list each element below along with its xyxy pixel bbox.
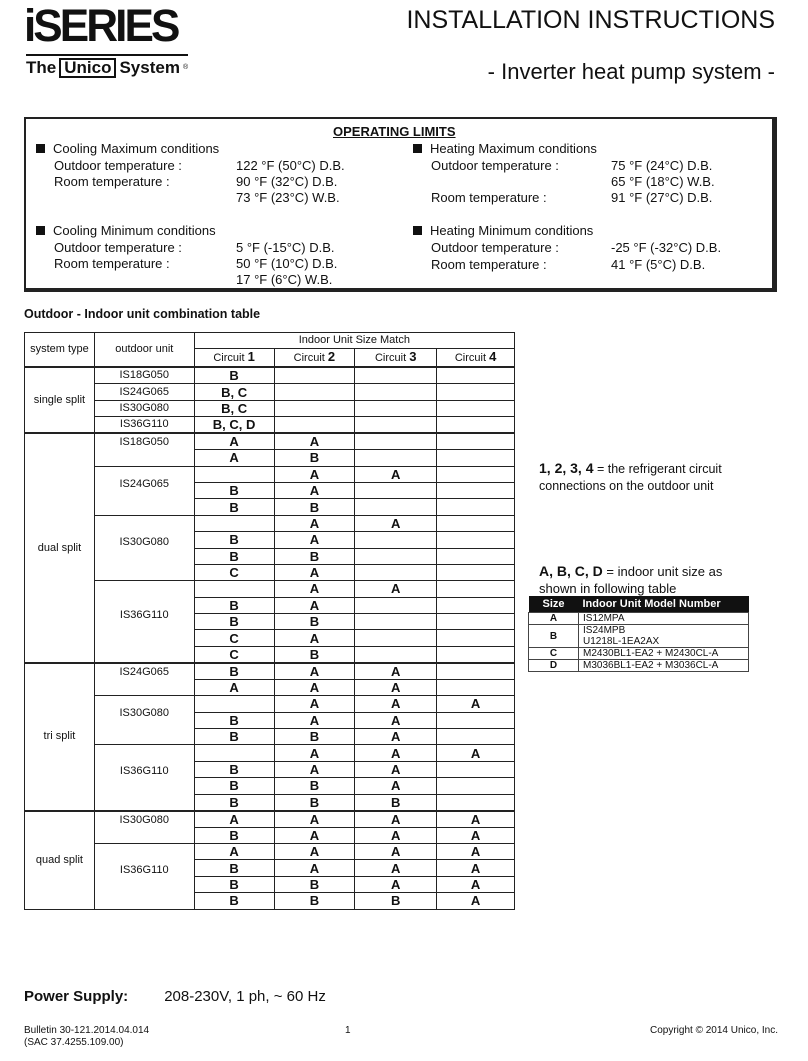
circuit-2-cell: A	[274, 466, 355, 482]
circuit-1-cell	[194, 696, 274, 712]
power-supply	[24, 988, 326, 1005]
size-col-header: Size	[529, 596, 579, 613]
circuit-1-header: Circuit 1	[194, 349, 274, 368]
circuit-2-cell: A	[274, 811, 355, 828]
circuit-3-cell	[355, 597, 437, 613]
circuit-1-cell: C	[194, 630, 274, 646]
circuit-3-cell	[355, 499, 437, 515]
circuit-4-cell	[437, 532, 515, 548]
outdoor-unit-cell: IS30G080	[94, 811, 194, 844]
company-unico: Unico	[59, 58, 116, 78]
circuit-1-cell: C	[194, 646, 274, 663]
combo-table	[24, 332, 515, 910]
size-row	[529, 613, 749, 625]
outdoor-unit-cell: IS18G050	[94, 433, 194, 466]
circuit-2-cell: A	[274, 532, 355, 548]
circuit-3-cell	[355, 450, 437, 466]
circuit-2-cell: A	[274, 860, 355, 876]
circuit-4-cell	[437, 515, 515, 531]
table-row	[25, 745, 515, 761]
heating-max-room-label: Room temperature :	[431, 190, 547, 205]
circuit-3-cell	[355, 548, 437, 564]
outdoor-unit-cell: IS30G080	[94, 696, 194, 745]
cooling-max-room-label: Room temperature :	[54, 174, 170, 189]
circuit-1-cell: B	[194, 548, 274, 564]
outdoor-unit-cell: IS36G110	[94, 581, 194, 663]
circuit-4-cell: A	[437, 893, 515, 909]
circuit-3-cell: A	[355, 745, 437, 761]
circuit-3-cell	[355, 417, 437, 434]
outdoor-unit-cell: IS36G110	[94, 843, 194, 909]
power-value: 208-230V, 1 ph, ~ 60 Hz	[164, 988, 326, 1005]
outdoor-unit-cell: IS24G065	[94, 384, 194, 400]
bullet-icon	[36, 226, 45, 235]
circuit-4-cell	[437, 499, 515, 515]
circuit-legend: 1, 2, 3, 4 = the refrigerant circuit connections on the outdoor unit	[539, 460, 722, 493]
size-legend: A, B, C, D = indoor unit size as shown in following table	[539, 563, 723, 596]
bulletin-number: Bulletin 30-121.2014.04.014 (SAC 37.4255.109.00)	[24, 1025, 150, 1048]
circuit-4-cell: A	[437, 745, 515, 761]
circuit-3-cell: A	[355, 778, 437, 794]
brand-logo: iSERIES	[24, 0, 178, 51]
heating-min-outdoor-value: -25 °F (-32°C) D.B.	[611, 240, 722, 255]
circuit-2-cell: A	[274, 515, 355, 531]
circuit-3-cell: A	[355, 712, 437, 728]
model-cell: IS24MPB U1218L-1EA2AX	[579, 625, 749, 648]
circuit-4-cell	[437, 367, 515, 384]
circuit-1-cell: B	[194, 499, 274, 515]
document-subtitle: - Inverter heat pump system -	[487, 59, 775, 84]
heating-min-room-value: 41 °F (5°C) D.B.	[611, 257, 706, 272]
outdoor-unit-header: outdoor unit	[94, 333, 194, 368]
circuit-1-cell: B	[194, 729, 274, 745]
circuit-4-cell	[437, 597, 515, 613]
circuit-3-cell: A	[355, 581, 437, 597]
circuit-3-cell	[355, 564, 437, 580]
heating-max-room-value: 91 °F (27°C) D.B.	[611, 190, 713, 205]
circuit-4-cell	[437, 417, 515, 434]
circuit-3-cell: A	[355, 811, 437, 828]
circuit-4-cell	[437, 663, 515, 680]
table-row	[25, 515, 515, 531]
outdoor-unit-cell: IS30G080	[94, 400, 194, 416]
circuit-3-cell	[355, 646, 437, 663]
circuit-1-cell: B	[194, 597, 274, 613]
circuit-2-cell: A	[274, 761, 355, 777]
circuit-3-cell: B	[355, 893, 437, 909]
circuit-1-cell	[194, 515, 274, 531]
box-shadow-bottom	[24, 288, 777, 292]
heating-min-outdoor-label: Outdoor temperature :	[431, 240, 559, 255]
circuit-2-cell: A	[274, 597, 355, 613]
circuit-4-cell	[437, 400, 515, 416]
circuit-3-cell: A	[355, 515, 437, 531]
outdoor-unit-cell: IS24G065	[94, 466, 194, 515]
cooling-max-room-value-2: 73 °F (23°C) W.B.	[236, 190, 340, 205]
cooling-max-outdoor-label: Outdoor temperature :	[54, 158, 182, 173]
circuit-1-cell	[194, 745, 274, 761]
outdoor-unit-cell: IS36G110	[94, 417, 194, 434]
circuit-4-cell: A	[437, 811, 515, 828]
circuit-2-cell	[274, 367, 355, 384]
circuit-1-cell: B	[194, 482, 274, 498]
circuit-1-cell: A	[194, 811, 274, 828]
table-row	[25, 400, 515, 416]
cooling-min-outdoor-label: Outdoor temperature :	[54, 240, 182, 255]
circuit-3-cell	[355, 400, 437, 416]
circuit-1-cell	[194, 581, 274, 597]
circuit-4-cell: A	[437, 827, 515, 843]
circuit-2-cell: A	[274, 712, 355, 728]
circuit-4-cell	[437, 614, 515, 630]
circuit-3-cell	[355, 482, 437, 498]
circuit-2-cell: A	[274, 663, 355, 680]
circuit-2-cell: A	[274, 745, 355, 761]
circuit-2-cell: B	[274, 646, 355, 663]
circuit-3-cell: A	[355, 663, 437, 680]
cooling-min-heading: Cooling Minimum conditions	[36, 223, 216, 239]
company-logo	[26, 54, 188, 79]
circuit-4-cell: A	[437, 860, 515, 876]
heating-max-heading: Heating Maximum conditions	[413, 141, 597, 157]
table-row	[25, 581, 515, 597]
size-cell: C	[529, 648, 579, 660]
circuit-4-header: Circuit 4	[437, 349, 515, 368]
circuit-3-cell: A	[355, 860, 437, 876]
outdoor-unit-cell: IS18G050	[94, 367, 194, 384]
circuit-3-cell: A	[355, 876, 437, 892]
circuit-1-cell: B, C	[194, 384, 274, 400]
circuit-4-cell	[437, 466, 515, 482]
circuit-1-cell: B, C	[194, 400, 274, 416]
heating-min-heading: Heating Minimum conditions	[413, 223, 593, 239]
registered-mark: ®	[182, 64, 189, 71]
table-row	[25, 843, 515, 859]
outdoor-unit-cell: IS24G065	[94, 663, 194, 696]
circuit-4-cell	[437, 581, 515, 597]
company-system: System	[119, 58, 180, 77]
circuit-2-cell: B	[274, 876, 355, 892]
circuit-1-cell	[194, 466, 274, 482]
model-cell: IS12MPA	[579, 613, 749, 625]
cooling-min-room-label: Room temperature :	[54, 256, 170, 271]
size-cell: D	[529, 660, 579, 672]
system-type-cell: tri split	[25, 663, 95, 811]
table-row	[25, 433, 515, 450]
heating-max-outdoor-value-1: 75 °F (24°C) D.B.	[611, 158, 713, 173]
circuit-1-cell: B	[194, 367, 274, 384]
circuit-2-cell: B	[274, 778, 355, 794]
system-type-cell: single split	[25, 367, 95, 433]
circuit-2-cell: B	[274, 499, 355, 515]
circuit-3-cell: A	[355, 843, 437, 859]
circuit-4-cell: A	[437, 843, 515, 859]
outdoor-unit-cell: IS30G080	[94, 515, 194, 581]
circuit-4-cell	[437, 794, 515, 811]
cooling-max-heading: Cooling Maximum conditions	[36, 141, 219, 157]
circuit-3-cell: B	[355, 794, 437, 811]
heating-max-outdoor-value-2: 65 °F (18°C) W.B.	[611, 174, 715, 189]
circuit-2-cell	[274, 384, 355, 400]
bullet-icon	[36, 144, 45, 153]
circuit-2-cell	[274, 400, 355, 416]
outdoor-unit-cell: IS36G110	[94, 745, 194, 811]
circuit-4-cell	[437, 778, 515, 794]
circuit-2-cell: B	[274, 729, 355, 745]
circuit-3-cell	[355, 532, 437, 548]
circuit-2-cell: A	[274, 827, 355, 843]
circuit-2-cell: A	[274, 433, 355, 450]
system-type-cell: dual split	[25, 433, 95, 663]
circuit-3-cell	[355, 433, 437, 450]
size-row	[529, 648, 749, 660]
circuit-1-cell: B	[194, 761, 274, 777]
circuit-1-cell: B	[194, 532, 274, 548]
size-row	[529, 625, 749, 648]
circuit-3-cell: A	[355, 679, 437, 695]
circuit-1-cell: A	[194, 433, 274, 450]
circuit-2-cell: B	[274, 794, 355, 811]
circuit-2-cell: B	[274, 614, 355, 630]
circuit-2-cell: A	[274, 679, 355, 695]
heating-min-room-label: Room temperature :	[431, 257, 547, 272]
size-row	[529, 660, 749, 672]
size-cell: B	[529, 625, 579, 648]
cooling-max-outdoor-value: 122 °F (50°C) D.B.	[236, 158, 345, 173]
model-cell: M3036BL1-EA2 + M3036CL-A	[579, 660, 749, 672]
size-table	[528, 596, 749, 672]
circuit-4-cell	[437, 564, 515, 580]
circuit-3-cell: A	[355, 696, 437, 712]
table-row	[25, 663, 515, 680]
circuit-4-cell: A	[437, 876, 515, 892]
circuit-1-cell: B	[194, 827, 274, 843]
circuit-1-cell: C	[194, 564, 274, 580]
operating-limits-title: OPERATING LIMITS	[333, 124, 456, 139]
circuit-4-cell	[437, 630, 515, 646]
circuit-3-cell: A	[355, 761, 437, 777]
combo-table-heading: Outdoor - Indoor unit combination table	[24, 307, 261, 321]
cooling-min-room-value-1: 50 °F (10°C) D.B.	[236, 256, 338, 271]
indoor-match-header: Indoor Unit Size Match	[194, 333, 514, 349]
heating-max-outdoor-label: Outdoor temperature :	[431, 158, 559, 173]
circuit-3-cell	[355, 630, 437, 646]
circuit-2-header: Circuit 2	[274, 349, 355, 368]
model-col-header: Indoor Unit Model Number	[579, 596, 749, 613]
circuit-1-cell: B	[194, 614, 274, 630]
circuit-2-cell: B	[274, 893, 355, 909]
circuit-3-header: Circuit 3	[355, 349, 437, 368]
system-type-cell: quad split	[25, 811, 95, 909]
circuit-3-cell	[355, 614, 437, 630]
box-shadow-right	[773, 117, 777, 290]
cooling-min-room-value-2: 17 °F (6°C) W.B.	[236, 272, 333, 287]
table-row	[25, 367, 515, 384]
circuit-4-cell	[437, 646, 515, 663]
circuit-1-cell: B	[194, 876, 274, 892]
document-title: INSTALLATION INSTRUCTIONS	[406, 6, 775, 34]
table-row	[25, 696, 515, 712]
circuit-3-cell: A	[355, 827, 437, 843]
cooling-min-outdoor-value: 5 °F (-15°C) D.B.	[236, 240, 335, 255]
cooling-max-room-value-1: 90 °F (32°C) D.B.	[236, 174, 338, 189]
copyright: Copyright © 2014 Unico, Inc.	[650, 1025, 778, 1036]
page-number: 1	[345, 1025, 351, 1036]
circuit-2-cell: A	[274, 482, 355, 498]
circuit-1-cell: A	[194, 679, 274, 695]
system-type-header: system type	[25, 333, 95, 368]
circuit-1-cell: B	[194, 893, 274, 909]
power-label: Power Supply:	[24, 988, 129, 1005]
circuit-3-cell: A	[355, 729, 437, 745]
circuit-2-cell	[274, 417, 355, 434]
bullet-icon	[413, 144, 422, 153]
circuit-4-cell	[437, 712, 515, 728]
circuit-4-cell	[437, 761, 515, 777]
circuit-4-cell	[437, 548, 515, 564]
size-cell: A	[529, 613, 579, 625]
table-row	[25, 466, 515, 482]
circuit-4-cell	[437, 729, 515, 745]
circuit-3-cell	[355, 367, 437, 384]
table-row	[25, 417, 515, 434]
circuit-2-cell: A	[274, 843, 355, 859]
circuit-2-cell: A	[274, 564, 355, 580]
circuit-1-cell: B	[194, 712, 274, 728]
circuit-4-cell	[437, 679, 515, 695]
circuit-2-cell: A	[274, 581, 355, 597]
table-row	[25, 811, 515, 828]
bullet-icon	[413, 226, 422, 235]
circuit-1-cell: B	[194, 794, 274, 811]
circuit-1-cell: B, C, D	[194, 417, 274, 434]
circuit-1-cell: B	[194, 860, 274, 876]
circuit-3-cell	[355, 384, 437, 400]
circuit-4-cell	[437, 384, 515, 400]
circuit-4-cell	[437, 482, 515, 498]
circuit-4-cell	[437, 433, 515, 450]
circuit-2-cell: B	[274, 450, 355, 466]
circuit-3-cell: A	[355, 466, 437, 482]
circuit-1-cell: A	[194, 843, 274, 859]
table-row	[25, 384, 515, 400]
circuit-1-cell: B	[194, 778, 274, 794]
circuit-1-cell: A	[194, 450, 274, 466]
circuit-2-cell: B	[274, 548, 355, 564]
circuit-1-cell: B	[194, 663, 274, 680]
circuit-2-cell: A	[274, 696, 355, 712]
model-cell: M2430BL1-EA2 + M2430CL-A	[579, 648, 749, 660]
circuit-4-cell	[437, 450, 515, 466]
circuit-2-cell: A	[274, 630, 355, 646]
circuit-4-cell: A	[437, 696, 515, 712]
company-the: The	[26, 58, 57, 77]
